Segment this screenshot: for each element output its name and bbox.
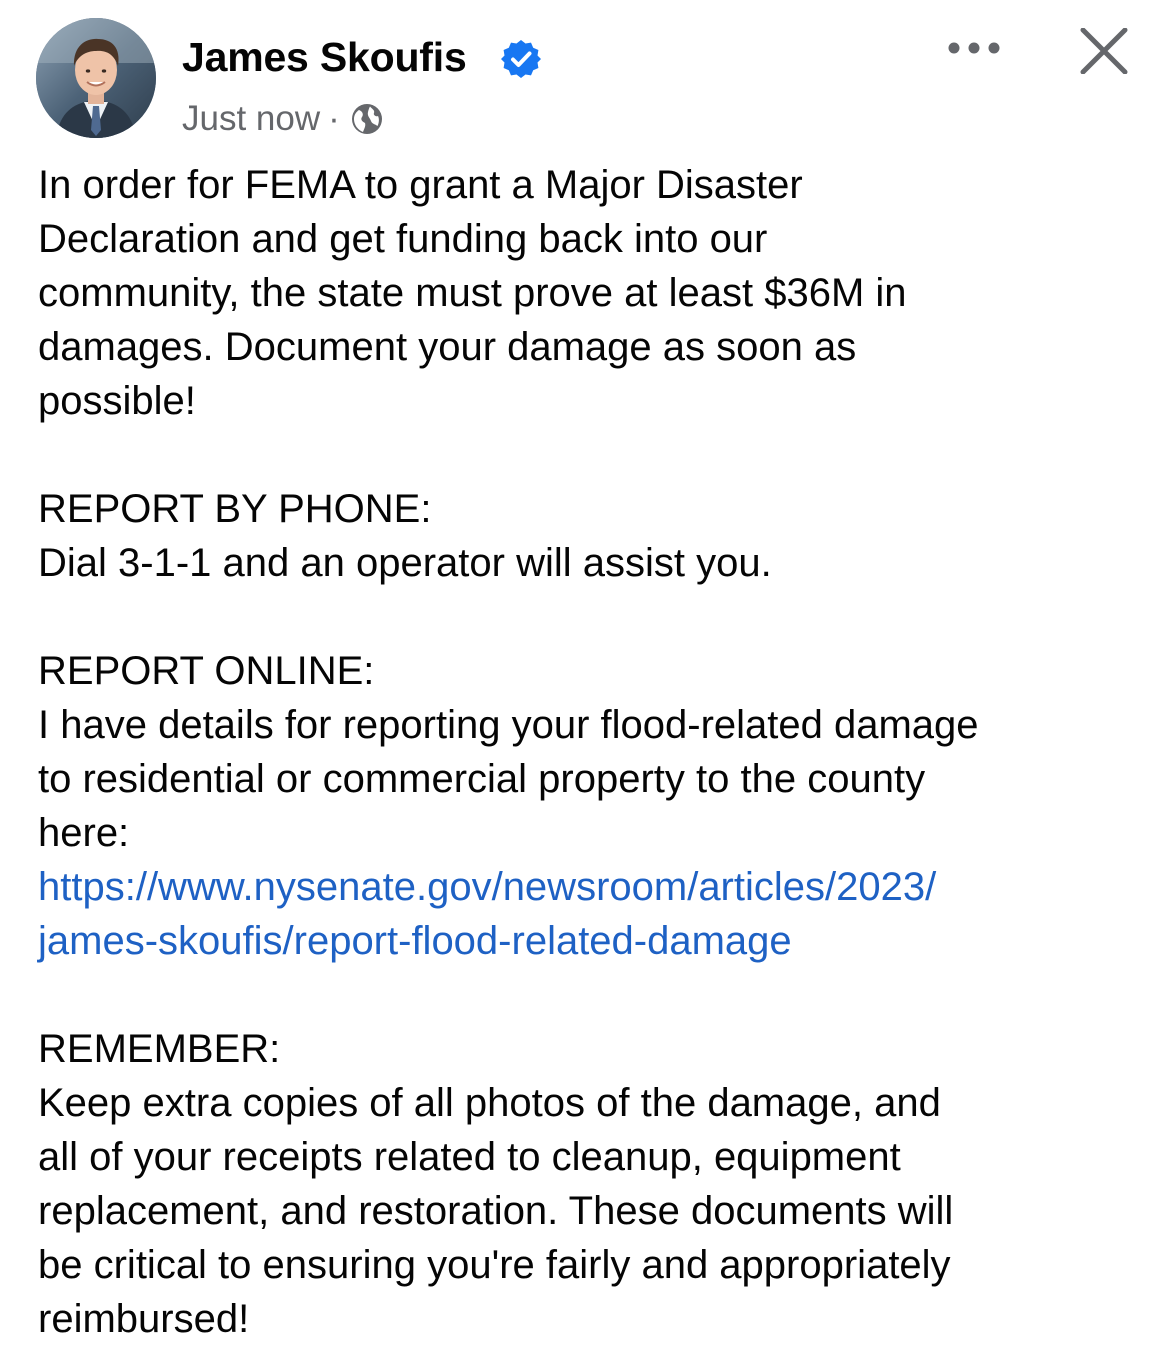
link-line-1[interactable]: https://www.nysenate.gov/newsroom/articles/2023/ <box>38 865 937 909</box>
phone-text: Dial 3-1-1 and an operator will assist you. <box>38 541 772 585</box>
globe-icon[interactable] <box>350 102 384 136</box>
close-icon <box>1083 30 1125 72</box>
online-section <box>38 644 1148 968</box>
close-button[interactable] <box>1078 28 1130 74</box>
verified-badge-icon <box>500 38 542 80</box>
online-text: I have details for reporting your flood-related damage to residential or commercial property to the county here: <box>38 703 979 855</box>
avatar[interactable] <box>36 18 156 138</box>
post-header <box>0 0 1170 150</box>
link-line-2[interactable]: james-skoufis/report-flood-related-damage <box>38 919 792 963</box>
more-horizontal-icon <box>949 43 1000 54</box>
phone-section <box>38 482 1148 590</box>
meta-separator: · <box>328 99 340 138</box>
remember-section <box>38 1022 1148 1346</box>
profile-photo <box>36 18 156 138</box>
report-damage-link[interactable] <box>38 860 1148 968</box>
phone-heading: REPORT BY PHONE: <box>38 487 432 531</box>
timestamp[interactable]: Just now <box>182 99 321 138</box>
post-body <box>38 158 1148 1346</box>
online-heading: REPORT ONLINE: <box>38 649 375 693</box>
post-meta <box>182 99 384 139</box>
remember-text: Keep extra copies of all photos of the damage, and all of your receipts related to cleanup, equipment replacement, and restoration. These documents will be critical to ensuring you're fairly and appropriately reimbursed! <box>38 1081 954 1341</box>
post-intro-paragraph: In order for FEMA to grant a Major Disaster Declaration and get funding back into our community, the state must prove at least $36M in damages. Document your damage as soon as possible! <box>38 163 907 423</box>
more-options-button[interactable] <box>942 30 1006 66</box>
author-name[interactable]: James Skoufis <box>182 34 467 80</box>
remember-heading: REMEMBER: <box>38 1027 281 1071</box>
